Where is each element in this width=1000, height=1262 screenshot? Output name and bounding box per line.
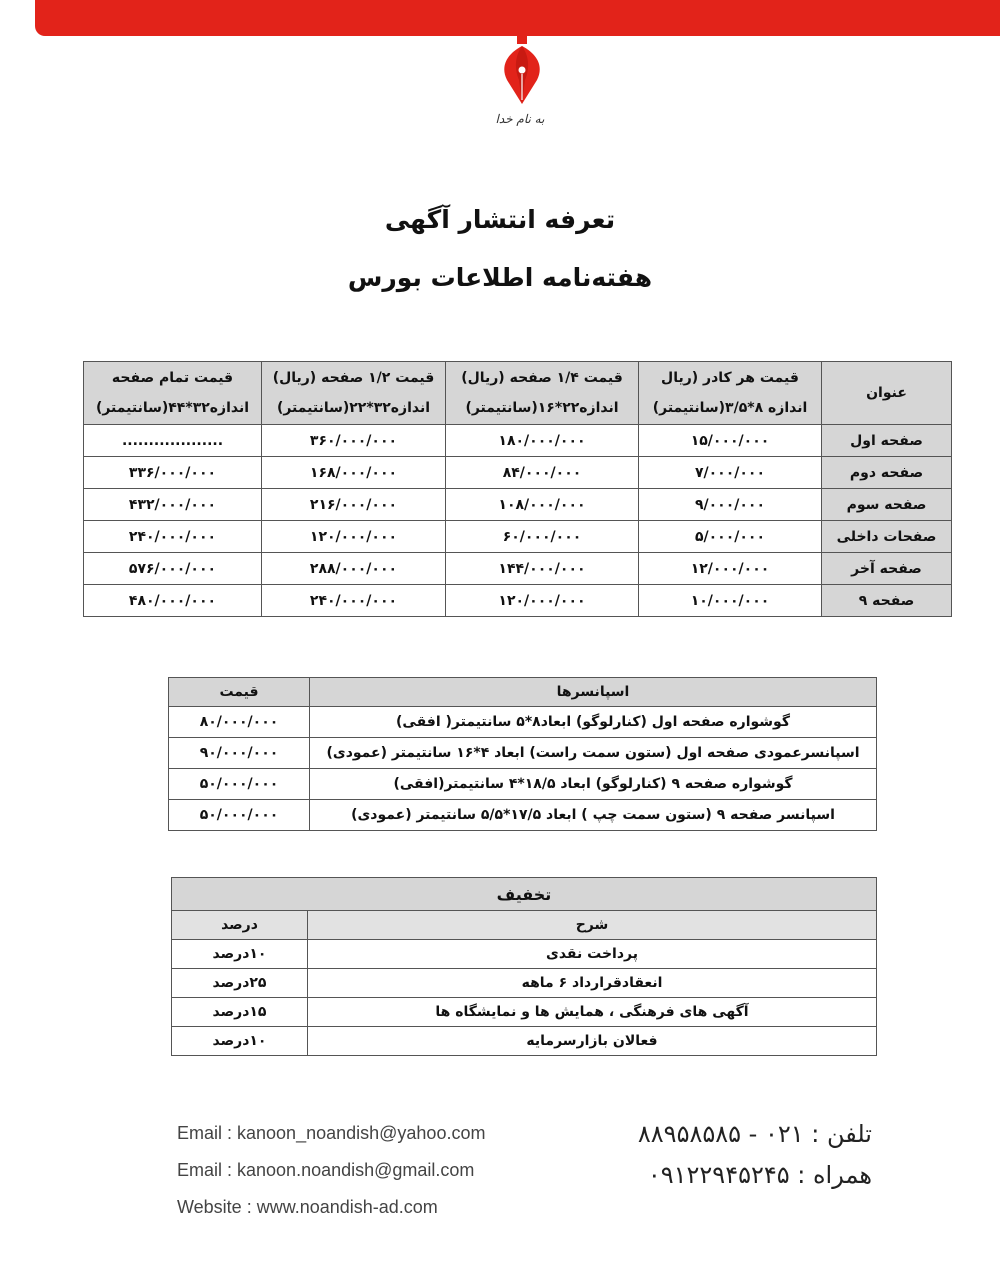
table-row [84, 553, 952, 585]
price-cell: ۱۴۴/۰۰۰/۰۰۰ [446, 553, 639, 585]
sponsor-desc: اسپانسرعمودی صفحه اول (ستون سمت راست) ابعاد ۴*۱۶ سانتیمتر (عمودی) [310, 738, 877, 769]
fountain-pen-nib-icon [497, 30, 547, 105]
discount-col-percent: درصد [172, 911, 308, 940]
row-label: صفحه دوم [822, 457, 952, 489]
discount-col-desc: شرح [308, 911, 877, 940]
rates-col-full: قیمت تمام صفحه اندازه۳۲*۴۴(سانتیمتر) [84, 362, 262, 425]
price-cell: ۳۶۰/۰۰۰/۰۰۰ [262, 425, 446, 457]
discount-percent: ۲۵درصد [172, 969, 308, 998]
discount-table [171, 877, 877, 1056]
rates-header-row [84, 362, 952, 425]
price-cell: ۲۸۸/۰۰۰/۰۰۰ [262, 553, 446, 585]
price-cell: ۱۵/۰۰۰/۰۰۰ [639, 425, 822, 457]
price-cell: ۵۷۶/۰۰۰/۰۰۰ [84, 553, 262, 585]
phone-number: تلفن : ۰۲۱ - ۸۸۹۵۸۵۸۵ [637, 1120, 872, 1148]
email-yahoo[interactable]: Email : kanoon_noandish@yahoo.com [177, 1123, 486, 1143]
price-cell: ۳۳۶/۰۰۰/۰۰۰ [84, 457, 262, 489]
discount-desc: پرداخت نقدی [308, 940, 877, 969]
page-subtitle: هفته‌نامه اطلاعات بورس [347, 263, 653, 292]
discount-percent: ۱۰درصد [172, 940, 308, 969]
sponsors-table [168, 677, 877, 831]
sponsors-col-desc: اسپانسرها [310, 678, 877, 707]
table-row [84, 425, 952, 457]
sponsors-col-price: قیمت [169, 678, 310, 707]
discount-desc: انعقادقرارداد ۶ ماهه [308, 969, 877, 998]
basmala-text: به نام خدا [495, 112, 545, 126]
price-cell: ۱۰/۰۰۰/۰۰۰ [639, 585, 822, 617]
price-cell: ۲۴۰/۰۰۰/۰۰۰ [84, 521, 262, 553]
price-cell: ................... [84, 425, 262, 457]
table-row [84, 489, 952, 521]
rates-col-quarter: قیمت ۱/۴ صفحه (ریال) اندازه۲۲*۱۶(سانتیمتر) [446, 362, 639, 425]
rates-col-box: قیمت هر کادر (ریال اندازه ۸*۳/۵(سانتیمتر) [639, 362, 822, 425]
price-cell: ۹/۰۰۰/۰۰۰ [639, 489, 822, 521]
table-row [172, 998, 877, 1027]
price-cell: ۵۰/۰۰۰/۰۰۰ [169, 800, 310, 831]
price-cell: ۴۸۰/۰۰۰/۰۰۰ [84, 585, 262, 617]
price-cell: ۱۸۰/۰۰۰/۰۰۰ [446, 425, 639, 457]
table-row [172, 940, 877, 969]
mobile-number: همراه : ۰۹۱۲۲۹۴۵۲۴۵ [647, 1161, 872, 1189]
sponsor-desc: گوشواره صفحه اول (کنارلوگو) ابعاد۸*۵ سانتیمتر( افقی) [310, 707, 877, 738]
price-cell: ۲۴۰/۰۰۰/۰۰۰ [262, 585, 446, 617]
price-cell: ۵/۰۰۰/۰۰۰ [639, 521, 822, 553]
discount-title: تخفیف [172, 878, 877, 911]
discount-percent: ۱۰درصد [172, 1027, 308, 1056]
row-label: صفحه سوم [822, 489, 952, 521]
row-label: صفحه اول [822, 425, 952, 457]
price-cell: ۲۱۶/۰۰۰/۰۰۰ [262, 489, 446, 521]
price-cell: ۴۳۲/۰۰۰/۰۰۰ [84, 489, 262, 521]
table-row [172, 969, 877, 998]
price-cell: ۱۲۰/۰۰۰/۰۰۰ [446, 585, 639, 617]
rates-col-title: عنوان [822, 362, 952, 425]
price-cell: ۶۰/۰۰۰/۰۰۰ [446, 521, 639, 553]
discount-desc: آگهی های فرهنگی ، همایش ها و نمایشگاه ها [308, 998, 877, 1027]
table-row [84, 521, 952, 553]
row-label: صفحه آخر [822, 553, 952, 585]
price-cell: ۱۲۰/۰۰۰/۰۰۰ [262, 521, 446, 553]
page-title: تعرفه انتشار آگهی [384, 205, 616, 234]
price-cell: ۷/۰۰۰/۰۰۰ [639, 457, 822, 489]
row-label: صفحات داخلی [822, 521, 952, 553]
discount-title-row [172, 878, 877, 911]
price-cell: ۸۴/۰۰۰/۰۰۰ [446, 457, 639, 489]
rates-col-half: قیمت ۱/۲ صفحه (ریال) اندازه۳۲*۲۲(سانتیمتر) [262, 362, 446, 425]
sponsor-desc: گوشواره صفحه ۹ (کنارلوگو) ابعاد ۱۸/۵*۴ سانتیمتر(افقی) [310, 769, 877, 800]
email-gmail[interactable]: Email : kanoon.noandish@gmail.com [177, 1160, 475, 1180]
table-row [84, 585, 952, 617]
table-row [169, 800, 877, 831]
price-cell: ۱۶۸/۰۰۰/۰۰۰ [262, 457, 446, 489]
price-cell: ۱۲/۰۰۰/۰۰۰ [639, 553, 822, 585]
discount-header-row [172, 911, 877, 940]
table-row [172, 1027, 877, 1056]
table-row [169, 769, 877, 800]
table-row [84, 457, 952, 489]
sponsors-header-row [169, 678, 877, 707]
table-row [169, 707, 877, 738]
price-cell: ۹۰/۰۰۰/۰۰۰ [169, 738, 310, 769]
sponsor-desc: اسپانسر صفحه ۹ (ستون سمت چپ ) ابعاد ۱۷/۵*۵/۵ سانتیمتر (عمودی) [310, 800, 877, 831]
table-row [169, 738, 877, 769]
row-label: صفحه ۹ [822, 585, 952, 617]
discount-percent: ۱۵درصد [172, 998, 308, 1027]
rates-table [83, 361, 952, 617]
website-link[interactable]: Website : www.noandish-ad.com [177, 1197, 438, 1217]
price-cell: ۵۰/۰۰۰/۰۰۰ [169, 769, 310, 800]
price-cell: ۸۰/۰۰۰/۰۰۰ [169, 707, 310, 738]
price-cell: ۱۰۸/۰۰۰/۰۰۰ [446, 489, 639, 521]
discount-desc: فعالان بازارسرمایه [308, 1027, 877, 1056]
